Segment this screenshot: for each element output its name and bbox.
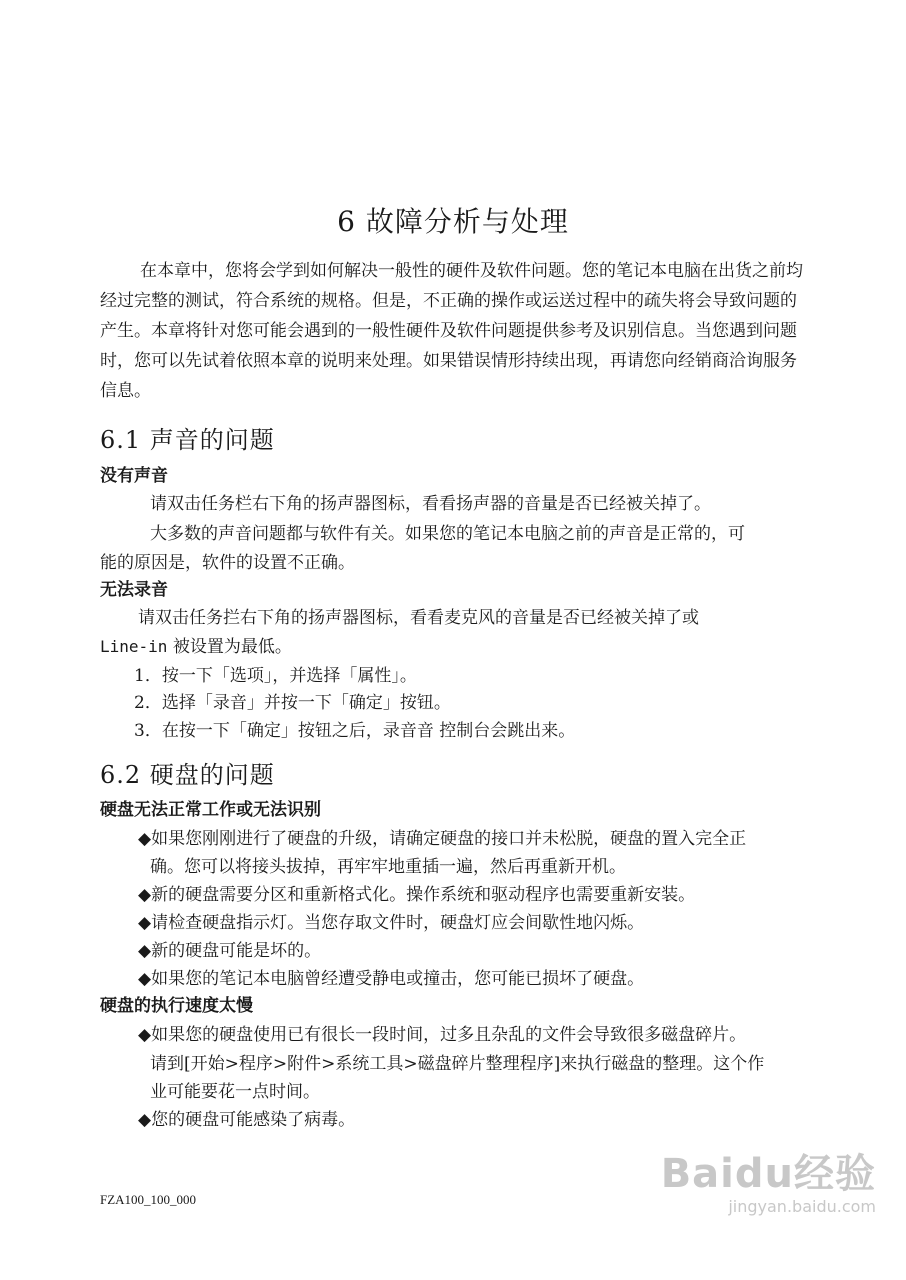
subheading-disk-slow: 硬盘的执行速度太慢 — [100, 996, 253, 1016]
intro-paragraph — [100, 256, 812, 406]
subheading-no-sound: 没有声音 — [100, 466, 168, 486]
line-in-term: Line-in — [100, 637, 168, 656]
no-record-text-2 — [100, 632, 292, 657]
no-record-text-1: 请双击任务拦右下角的扬声器图标，看看麦克风的音量是否已经被关掉了或 — [138, 608, 699, 628]
step-item: 3．在按一下「确定」按钮之后，录音音 控制台会跳出来。 — [134, 721, 576, 741]
no-sound-text-2a: 大多数的声音问题都与软件有关。如果您的笔记本电脑之前的声音是正常的，可 — [150, 524, 745, 544]
bullet-item: ◆如果您的硬盘使用已有很长一段时间，过多且杂乱的文件会导致很多磁盘碎片。 — [138, 1025, 747, 1045]
no-sound-text-1: 请双击任务栏右下角的扬声器图标，看看扬声器的音量是否已经被关掉了。 — [150, 494, 711, 514]
watermark-url: jingyan.baidu.com — [728, 1197, 876, 1216]
bullet-item: ◆如果您的笔记本电脑曾经遭受静电或撞击，您可能已损坏了硬盘。 — [138, 969, 645, 989]
bullet-continuation: 确。您可以将接头拔掉，再牢牢地重插一遍，然后再重新开机。 — [150, 857, 626, 877]
subheading-disk-not-working: 硬盘无法正常工作或无法识别 — [100, 800, 321, 820]
no-record-text-2-rest: 被设置为最低。 — [167, 637, 292, 657]
bullet-item: ◆请检查硬盘指示灯。当您存取文件时，硬盘灯应会间歇性地闪烁。 — [138, 913, 645, 933]
bullet-item: ◆新的硬盘可能是坏的。 — [138, 941, 322, 961]
section-heading-disk: 6.2 硬盘的问题 — [100, 761, 275, 789]
bullet-item: ◆新的硬盘需要分区和重新格式化。操作系统和驱动程序也需要重新安装。 — [138, 885, 696, 905]
watermark — [661, 1142, 876, 1216]
step-item: 2．选择「录音」并按一下「确定」按钮。 — [134, 693, 451, 713]
baidu-jingyan-logo: Baidu经验 — [660, 1151, 876, 1197]
section-heading-sound: 6.1 声音的问题 — [100, 426, 275, 454]
page-footer-code: FZA100_100_000 — [100, 1192, 197, 1207]
intro-text: 在本章中，您将会学到如何解决一般性的硬件及软件问题。您的笔记本电脑在出货之前均经过完整的测试，符合系统的规格。但是，不正确的操作或运送过程中的疏失将会导致问题的产生。本章将针对您可能会遇到的一般性硬件及软件问题提供参考及识别信息。当您遇到问题时，您可以先试着依照本章的说明来处理。如果错误情形持续出现，再请您向经销商洽询服务信息。 — [100, 261, 803, 401]
no-sound-text-2b: 能的原因是，软件的设置不正确。 — [100, 553, 355, 573]
bullet-item: ◆您的硬盘可能感染了病毒。 — [138, 1110, 356, 1130]
step-item: 1．按一下「选项」，并选择「属性」。 — [134, 666, 417, 686]
bullet-continuation: 请到[开始>程序>附件>系统工具>磁盘碎片整理程序]来执行磁盘的整理。这个作 — [150, 1054, 765, 1074]
bullet-continuation: 业可能要花一点时间。 — [150, 1082, 320, 1102]
subheading-no-record: 无法录音 — [100, 580, 168, 600]
page-title: 6 故障分析与处理 — [337, 205, 569, 238]
bullet-item: ◆如果您刚刚进行了硬盘的升级，请确定硬盘的接口并未松脱，硬盘的置入完全正 — [138, 829, 747, 849]
